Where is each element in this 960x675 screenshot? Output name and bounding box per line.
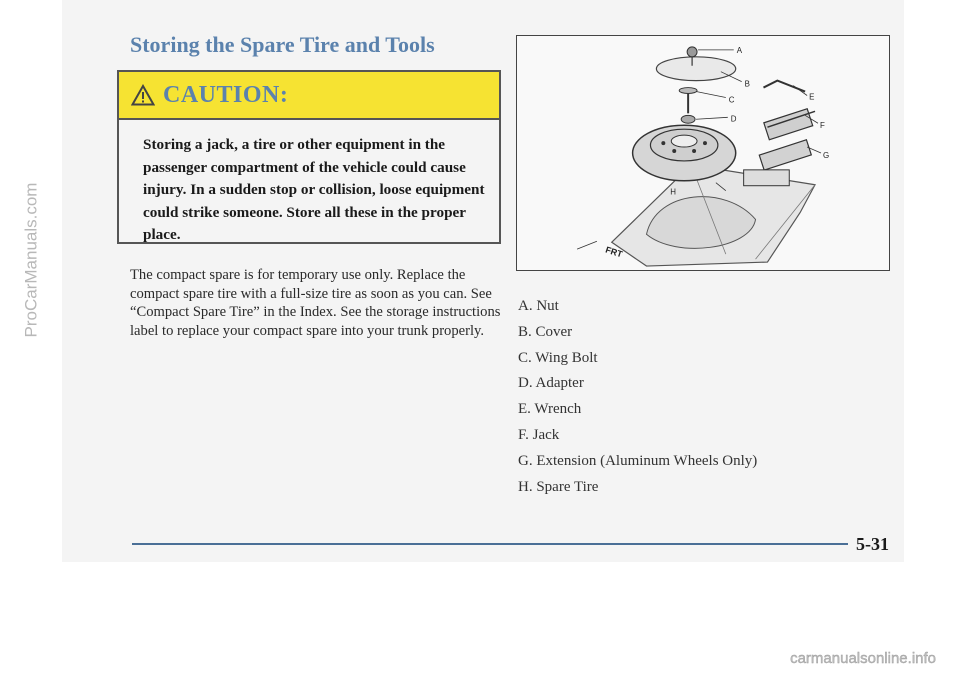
figure-legend: [518, 294, 757, 500]
tool-bracket: [744, 170, 790, 186]
wheel-hub: [671, 135, 697, 147]
spare-tire-diagram: [516, 35, 890, 271]
callout-e: E: [809, 92, 815, 102]
callout-g: G: [822, 150, 830, 160]
bottom-watermark-text: carmanualsonline.info: [790, 650, 936, 667]
caution-header: [119, 72, 499, 120]
section-heading: Storing the Spare Tire and Tools: [130, 32, 435, 57]
callout-f: F: [820, 121, 825, 131]
legend-item: C. Wing Bolt: [518, 349, 598, 366]
page-number: 5-31: [856, 534, 889, 554]
legend-item: E. Wrench: [518, 401, 582, 418]
wing-bolt-head: [679, 88, 697, 94]
callout-a: A: [736, 45, 743, 55]
legend-item: H. Spare Tire: [518, 478, 599, 495]
caution-title: CAUTION:: [163, 81, 289, 108]
nut-shape: [687, 47, 697, 57]
side-watermark-text: ProCarManuals.com: [21, 182, 41, 338]
front-label: FRT: [604, 244, 624, 260]
diagram-illustration: [517, 36, 889, 270]
legend-item: G. Extension (Aluminum Wheels Only): [518, 452, 758, 469]
adapter-shape: [681, 115, 695, 123]
legend-item: A. Nut: [518, 298, 559, 314]
callout-b: B: [744, 79, 750, 89]
legend-item: B. Cover: [518, 323, 573, 340]
footer-rule: [132, 543, 848, 545]
side-watermark: [16, 80, 46, 440]
callout-h: H: [670, 187, 677, 197]
callout-d: D: [730, 114, 737, 124]
extension-shape: [759, 140, 811, 170]
cover-shape: [656, 57, 735, 81]
jack-shape: [764, 109, 813, 140]
legend-item: F. Jack: [518, 426, 560, 443]
body-paragraph: The compact spare is for temporary use only. Replace the compact spare tire with a full-size tire as soon as you can. See “Compact Spare Tire” in the Index. See the storage instructions label to replace your compact spare into your trunk properly.: [130, 267, 501, 339]
callout-c: C: [728, 95, 735, 105]
bottom-watermark: [700, 648, 940, 668]
warning-triangle-icon: [131, 84, 155, 106]
caution-box: [117, 70, 501, 244]
legend-item: D. Adapter: [518, 375, 584, 392]
caution-text: Storing a jack, a tire or other equipment in the passenger compartment of the vehicle could cause injury. In a sudden stop or collision, loose equipment could strike someone. Store all these in the proper place.: [143, 136, 485, 243]
